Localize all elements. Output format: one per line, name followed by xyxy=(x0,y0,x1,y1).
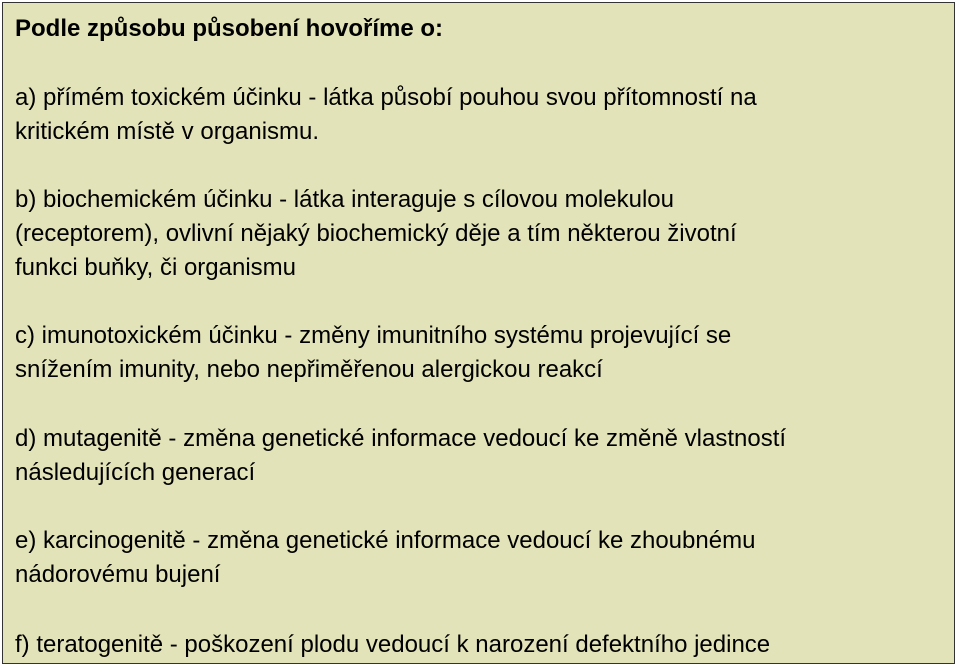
item-line: f) teratogenitě - poškození plodu vedoucí k narození defektního jedince xyxy=(15,631,771,658)
item-line: kritickém místě v organismu. xyxy=(15,118,320,145)
item-direct-toxic-effect xyxy=(15,81,757,149)
item-line: funkci buňky, či organismu xyxy=(15,254,297,281)
item-line: nádorovému bujení xyxy=(15,561,221,588)
item-mutagenicity xyxy=(15,422,786,490)
slide-title: Podle způsobu působení hovoříme o: xyxy=(15,15,444,42)
item-line: d) mutagenitě - změna genetické informace vedoucí ke změně vlastností xyxy=(15,425,787,452)
item-line: (receptorem), ovlivní nějaký biochemický děje a tím některou životní xyxy=(15,220,737,247)
item-line: b) biochemickém účinku - látka interaguje s cílovou molekulou xyxy=(15,186,674,213)
item-line: e) karcinogenitě - změna genetické informace vedoucí ke zhoubnému xyxy=(15,527,756,554)
item-biochemical-effect xyxy=(15,183,737,285)
item-carcinogenicity xyxy=(15,524,755,592)
item-line: c) imunotoxickém účinku - změny imunitního systému projevující se xyxy=(15,322,732,349)
item-line: snížením imunity, nebo nepřiměřenou alergickou reakcí xyxy=(15,356,603,383)
item-line: a) přímém toxickém účinku - látka působí pouhou svou přítomností na xyxy=(15,84,757,111)
slide-panel xyxy=(2,2,955,664)
item-immunotoxic-effect xyxy=(15,319,731,387)
item-line: následujících generací xyxy=(15,459,256,486)
item-teratogenicity xyxy=(15,628,770,662)
